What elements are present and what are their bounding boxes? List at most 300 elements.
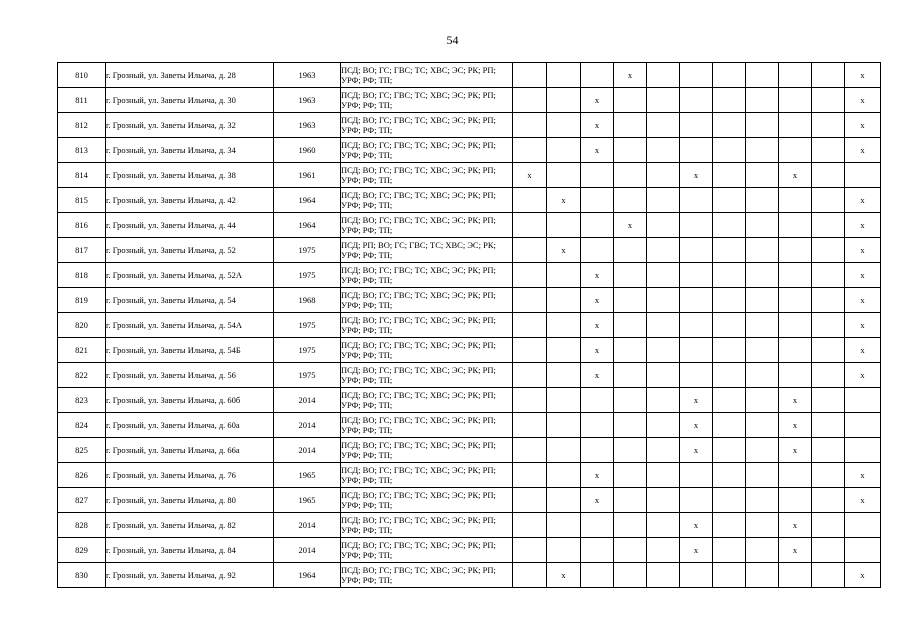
- work-mark-cell: [746, 338, 779, 363]
- work-mark-cell: x: [845, 188, 881, 213]
- address-cell: г. Грозный, ул. Заветы Ильича, д. 56: [106, 363, 274, 388]
- address-cell: г. Грозный, ул. Заветы Ильича, д. 60а: [106, 413, 274, 438]
- work-mark-cell: x: [845, 138, 881, 163]
- work-mark-cell: [680, 338, 713, 363]
- work-mark-cell: [746, 438, 779, 463]
- work-mark-cell: [812, 338, 845, 363]
- work-mark-cell: [614, 513, 647, 538]
- address-cell: г. Грозный, ул. Заветы Ильича, д. 60б: [106, 388, 274, 413]
- works-list-cell: ПСД; ВО; ГС; ГВС; ТС; ХВС; ЭС; РК; РП; УРФ; РФ; ТП;: [341, 138, 513, 163]
- work-mark-cell: [680, 463, 713, 488]
- year-cell: 1964: [274, 213, 341, 238]
- table-row: [58, 63, 881, 88]
- row-number-cell: 824: [58, 413, 106, 438]
- works-list-cell: ПСД; РП; ВО; ГС; ГВС; ТС; ХВС; ЭС; РК; УРФ; РФ; ТП;: [341, 238, 513, 263]
- work-mark-cell: [812, 563, 845, 588]
- work-mark-cell: [647, 388, 680, 413]
- address-cell: г. Грозный, ул. Заветы Ильича, д. 76: [106, 463, 274, 488]
- works-list-cell: ПСД; ВО; ГС; ГВС; ТС; ХВС; ЭС; РК; РП; УРФ; РФ; ТП;: [341, 363, 513, 388]
- work-mark-cell: [513, 313, 547, 338]
- work-mark-cell: [845, 538, 881, 563]
- work-mark-cell: [547, 363, 581, 388]
- works-list-cell: ПСД; ВО; ГС; ГВС; ТС; ХВС; ЭС; РК; РП; УРФ; РФ; ТП;: [341, 488, 513, 513]
- work-mark-cell: [779, 88, 812, 113]
- work-mark-cell: [779, 113, 812, 138]
- work-mark-cell: [779, 213, 812, 238]
- work-mark-cell: [614, 438, 647, 463]
- work-mark-cell: [713, 263, 746, 288]
- work-mark-cell: [779, 188, 812, 213]
- row-number-cell: 815: [58, 188, 106, 213]
- work-mark-cell: [614, 338, 647, 363]
- work-mark-cell: [513, 263, 547, 288]
- row-number-cell: 814: [58, 163, 106, 188]
- work-mark-cell: [513, 463, 547, 488]
- table-row: [58, 238, 881, 263]
- table-row: [58, 538, 881, 563]
- work-mark-cell: [713, 163, 746, 188]
- work-mark-cell: x: [581, 338, 614, 363]
- work-mark-cell: [581, 438, 614, 463]
- work-mark-cell: [779, 263, 812, 288]
- work-mark-cell: [513, 138, 547, 163]
- address-cell: г. Грозный, ул. Заветы Ильича, д. 82: [106, 513, 274, 538]
- table-row: [58, 88, 881, 113]
- work-mark-cell: x: [779, 413, 812, 438]
- work-mark-cell: [779, 463, 812, 488]
- work-mark-cell: [713, 313, 746, 338]
- work-mark-cell: [614, 88, 647, 113]
- work-mark-cell: [746, 138, 779, 163]
- work-mark-cell: [614, 488, 647, 513]
- works-list-cell: ПСД; ВО; ГС; ГВС; ТС; ХВС; ЭС; РК; РП; УРФ; РФ; ТП;: [341, 413, 513, 438]
- works-list-cell: ПСД; ВО; ГС; ГВС; ТС; ХВС; ЭС; РК; РП; УРФ; РФ; ТП;: [341, 513, 513, 538]
- table-row: [58, 188, 881, 213]
- work-mark-cell: [812, 488, 845, 513]
- work-mark-cell: [746, 113, 779, 138]
- work-mark-cell: [713, 63, 746, 88]
- work-mark-cell: x: [845, 63, 881, 88]
- row-number-cell: 817: [58, 238, 106, 263]
- row-number-cell: 820: [58, 313, 106, 338]
- work-mark-cell: [614, 263, 647, 288]
- table-row: [58, 463, 881, 488]
- work-mark-cell: x: [845, 313, 881, 338]
- row-number-cell: 812: [58, 113, 106, 138]
- table-row: [58, 213, 881, 238]
- work-mark-cell: [581, 413, 614, 438]
- work-mark-cell: [547, 263, 581, 288]
- work-mark-cell: [746, 188, 779, 213]
- work-mark-cell: [614, 288, 647, 313]
- work-mark-cell: [680, 113, 713, 138]
- work-mark-cell: [581, 513, 614, 538]
- works-list-cell: ПСД; ВО; ГС; ГВС; ТС; ХВС; ЭС; РК; РП; УРФ; РФ; ТП;: [341, 388, 513, 413]
- work-mark-cell: [614, 113, 647, 138]
- work-mark-cell: [779, 563, 812, 588]
- work-mark-cell: [614, 313, 647, 338]
- work-mark-cell: x: [845, 563, 881, 588]
- work-mark-cell: [513, 113, 547, 138]
- row-number-cell: 810: [58, 63, 106, 88]
- work-mark-cell: x: [614, 63, 647, 88]
- work-mark-cell: [547, 513, 581, 538]
- work-mark-cell: [647, 363, 680, 388]
- year-cell: 1960: [274, 138, 341, 163]
- table-row: [58, 313, 881, 338]
- work-mark-cell: x: [680, 438, 713, 463]
- work-mark-cell: x: [581, 138, 614, 163]
- table-row: [58, 138, 881, 163]
- address-cell: г. Грозный, ул. Заветы Ильича, д. 32: [106, 113, 274, 138]
- work-mark-cell: [680, 88, 713, 113]
- row-number-cell: 828: [58, 513, 106, 538]
- work-mark-cell: [647, 138, 680, 163]
- work-mark-cell: [779, 313, 812, 338]
- address-cell: г. Грозный, ул. Заветы Ильича, д. 54А: [106, 313, 274, 338]
- work-mark-cell: x: [845, 238, 881, 263]
- work-mark-cell: [812, 113, 845, 138]
- work-mark-cell: x: [680, 538, 713, 563]
- work-mark-cell: [680, 138, 713, 163]
- work-mark-cell: [647, 63, 680, 88]
- works-list-cell: ПСД; ВО; ГС; ГВС; ТС; ХВС; ЭС; РК; РП; УРФ; РФ; ТП;: [341, 88, 513, 113]
- work-mark-cell: x: [680, 388, 713, 413]
- work-mark-cell: [812, 363, 845, 388]
- work-mark-cell: [746, 163, 779, 188]
- table-row: [58, 388, 881, 413]
- work-mark-cell: x: [845, 113, 881, 138]
- work-mark-cell: [746, 263, 779, 288]
- table-row: [58, 563, 881, 588]
- work-mark-cell: [647, 213, 680, 238]
- work-mark-cell: x: [845, 288, 881, 313]
- work-mark-cell: [547, 63, 581, 88]
- work-mark-cell: [513, 538, 547, 563]
- year-cell: 1975: [274, 263, 341, 288]
- work-mark-cell: [547, 213, 581, 238]
- work-mark-cell: [647, 563, 680, 588]
- address-cell: г. Грозный, ул. Заветы Ильича, д. 54Б: [106, 338, 274, 363]
- work-mark-cell: [812, 263, 845, 288]
- row-number-cell: 818: [58, 263, 106, 288]
- row-number-cell: 826: [58, 463, 106, 488]
- work-mark-cell: [547, 88, 581, 113]
- work-mark-cell: [547, 538, 581, 563]
- work-mark-cell: x: [581, 113, 614, 138]
- work-mark-cell: x: [779, 163, 812, 188]
- work-mark-cell: [513, 513, 547, 538]
- work-mark-cell: [779, 238, 812, 263]
- work-mark-cell: [746, 388, 779, 413]
- work-mark-cell: [614, 538, 647, 563]
- work-mark-cell: [812, 313, 845, 338]
- work-mark-cell: [713, 488, 746, 513]
- work-mark-cell: [746, 463, 779, 488]
- work-mark-cell: x: [547, 563, 581, 588]
- work-mark-cell: [581, 538, 614, 563]
- work-mark-cell: [614, 188, 647, 213]
- work-mark-cell: [746, 288, 779, 313]
- work-mark-cell: [779, 138, 812, 163]
- table-body: [58, 63, 881, 588]
- work-mark-cell: [713, 338, 746, 363]
- work-mark-cell: [513, 288, 547, 313]
- works-list-cell: ПСД; ВО; ГС; ГВС; ТС; ХВС; ЭС; РК; РП; УРФ; РФ; ТП;: [341, 213, 513, 238]
- work-mark-cell: [680, 488, 713, 513]
- works-list-cell: ПСД; ВО; ГС; ГВС; ТС; ХВС; ЭС; РК; РП; УРФ; РФ; ТП;: [341, 263, 513, 288]
- year-cell: 1968: [274, 288, 341, 313]
- work-mark-cell: [547, 313, 581, 338]
- year-cell: 1965: [274, 488, 341, 513]
- year-cell: 2014: [274, 513, 341, 538]
- work-mark-cell: [680, 238, 713, 263]
- work-mark-cell: [746, 538, 779, 563]
- work-mark-cell: x: [779, 538, 812, 563]
- work-mark-cell: [547, 138, 581, 163]
- work-mark-cell: [713, 363, 746, 388]
- work-mark-cell: [581, 213, 614, 238]
- address-cell: г. Грозный, ул. Заветы Ильича, д. 28: [106, 63, 274, 88]
- works-list-cell: ПСД; ВО; ГС; ГВС; ТС; ХВС; ЭС; РК; РП; УРФ; РФ; ТП;: [341, 63, 513, 88]
- year-cell: 1975: [274, 313, 341, 338]
- work-mark-cell: [647, 538, 680, 563]
- work-mark-cell: [746, 88, 779, 113]
- work-mark-cell: [812, 63, 845, 88]
- work-mark-cell: [647, 463, 680, 488]
- work-mark-cell: [547, 113, 581, 138]
- table-row: [58, 338, 881, 363]
- address-cell: г. Грозный, ул. Заветы Ильича, д. 38: [106, 163, 274, 188]
- work-mark-cell: [513, 238, 547, 263]
- work-mark-cell: [614, 413, 647, 438]
- works-list-cell: ПСД; ВО; ГС; ГВС; ТС; ХВС; ЭС; РК; РП; УРФ; РФ; ТП;: [341, 338, 513, 363]
- work-mark-cell: [812, 438, 845, 463]
- work-mark-cell: [812, 163, 845, 188]
- work-mark-cell: [581, 188, 614, 213]
- address-cell: г. Грозный, ул. Заветы Ильича, д. 52А: [106, 263, 274, 288]
- year-cell: 2014: [274, 388, 341, 413]
- work-mark-cell: [647, 338, 680, 363]
- address-cell: г. Грозный, ул. Заветы Ильича, д. 54: [106, 288, 274, 313]
- work-mark-cell: x: [581, 313, 614, 338]
- row-number-cell: 813: [58, 138, 106, 163]
- work-mark-cell: [779, 63, 812, 88]
- work-mark-cell: [713, 213, 746, 238]
- work-mark-cell: [779, 288, 812, 313]
- address-cell: г. Грозный, ул. Заветы Ильича, д. 80: [106, 488, 274, 513]
- work-mark-cell: [746, 363, 779, 388]
- work-mark-cell: [647, 163, 680, 188]
- work-mark-cell: [713, 413, 746, 438]
- work-mark-cell: [647, 488, 680, 513]
- work-mark-cell: x: [614, 213, 647, 238]
- address-cell: г. Грозный, ул. Заветы Ильича, д. 44: [106, 213, 274, 238]
- work-mark-cell: [614, 388, 647, 413]
- address-cell: г. Грозный, ул. Заветы Ильича, д. 66а: [106, 438, 274, 463]
- work-mark-cell: [547, 438, 581, 463]
- table-row: [58, 113, 881, 138]
- work-mark-cell: [812, 188, 845, 213]
- work-mark-cell: [812, 138, 845, 163]
- work-mark-cell: [647, 263, 680, 288]
- work-mark-cell: x: [581, 463, 614, 488]
- work-mark-cell: [779, 488, 812, 513]
- work-mark-cell: [746, 313, 779, 338]
- work-mark-cell: [779, 363, 812, 388]
- table-row: [58, 163, 881, 188]
- work-mark-cell: [713, 563, 746, 588]
- row-number-cell: 822: [58, 363, 106, 388]
- work-mark-cell: x: [845, 463, 881, 488]
- year-cell: 1963: [274, 113, 341, 138]
- work-mark-cell: [614, 563, 647, 588]
- work-mark-cell: [812, 388, 845, 413]
- work-mark-cell: [812, 88, 845, 113]
- work-mark-cell: [647, 188, 680, 213]
- work-mark-cell: [513, 563, 547, 588]
- works-list-cell: ПСД; ВО; ГС; ГВС; ТС; ХВС; ЭС; РК; РП; УРФ; РФ; ТП;: [341, 113, 513, 138]
- works-list-cell: ПСД; ВО; ГС; ГВС; ТС; ХВС; ЭС; РК; РП; УРФ; РФ; ТП;: [341, 563, 513, 588]
- year-cell: 1975: [274, 238, 341, 263]
- year-cell: 1963: [274, 63, 341, 88]
- work-mark-cell: [845, 413, 881, 438]
- work-mark-cell: [680, 288, 713, 313]
- work-mark-cell: x: [779, 388, 812, 413]
- work-mark-cell: [680, 263, 713, 288]
- work-mark-cell: [547, 388, 581, 413]
- table-row: [58, 263, 881, 288]
- work-mark-cell: [746, 63, 779, 88]
- work-mark-cell: [812, 213, 845, 238]
- work-mark-cell: [845, 163, 881, 188]
- table-row: [58, 288, 881, 313]
- work-mark-cell: [680, 313, 713, 338]
- year-cell: 1961: [274, 163, 341, 188]
- work-mark-cell: [513, 438, 547, 463]
- work-mark-cell: [812, 413, 845, 438]
- work-mark-cell: [581, 388, 614, 413]
- work-mark-cell: x: [779, 513, 812, 538]
- work-mark-cell: [713, 113, 746, 138]
- work-mark-cell: [647, 88, 680, 113]
- work-mark-cell: [713, 513, 746, 538]
- work-mark-cell: [779, 338, 812, 363]
- work-mark-cell: [614, 163, 647, 188]
- works-list-cell: ПСД; ВО; ГС; ГВС; ТС; ХВС; ЭС; РК; РП; УРФ; РФ; ТП;: [341, 438, 513, 463]
- work-mark-cell: [581, 238, 614, 263]
- work-mark-cell: [680, 188, 713, 213]
- work-mark-cell: [614, 363, 647, 388]
- work-mark-cell: [680, 63, 713, 88]
- works-list-cell: ПСД; ВО; ГС; ГВС; ТС; ХВС; ЭС; РК; РП; УРФ; РФ; ТП;: [341, 188, 513, 213]
- work-mark-cell: x: [680, 163, 713, 188]
- work-mark-cell: [581, 563, 614, 588]
- row-number-cell: 829: [58, 538, 106, 563]
- work-mark-cell: [746, 488, 779, 513]
- address-cell: г. Грозный, ул. Заветы Ильича, д. 92: [106, 563, 274, 588]
- work-mark-cell: [812, 538, 845, 563]
- row-number-cell: 816: [58, 213, 106, 238]
- work-mark-cell: [581, 163, 614, 188]
- work-mark-cell: [513, 338, 547, 363]
- work-mark-cell: [581, 63, 614, 88]
- address-cell: г. Грозный, ул. Заветы Ильича, д. 52: [106, 238, 274, 263]
- work-mark-cell: [713, 538, 746, 563]
- work-mark-cell: x: [547, 238, 581, 263]
- year-cell: 1964: [274, 188, 341, 213]
- work-mark-cell: [547, 163, 581, 188]
- work-mark-cell: [547, 463, 581, 488]
- works-list-cell: ПСД; ВО; ГС; ГВС; ТС; ХВС; ЭС; РК; РП; УРФ; РФ; ТП;: [341, 463, 513, 488]
- work-mark-cell: [746, 513, 779, 538]
- year-cell: 1965: [274, 463, 341, 488]
- row-number-cell: 819: [58, 288, 106, 313]
- work-mark-cell: x: [513, 163, 547, 188]
- work-mark-cell: [746, 238, 779, 263]
- work-mark-cell: [812, 513, 845, 538]
- work-mark-cell: [713, 388, 746, 413]
- work-mark-cell: x: [680, 513, 713, 538]
- work-mark-cell: [713, 188, 746, 213]
- work-mark-cell: [713, 138, 746, 163]
- year-cell: 2014: [274, 438, 341, 463]
- work-mark-cell: [647, 438, 680, 463]
- table-row: [58, 413, 881, 438]
- work-mark-cell: [614, 238, 647, 263]
- year-cell: 1975: [274, 363, 341, 388]
- work-mark-cell: [845, 388, 881, 413]
- work-mark-cell: [746, 413, 779, 438]
- work-mark-cell: [647, 288, 680, 313]
- table-row: [58, 438, 881, 463]
- table-row: [58, 488, 881, 513]
- work-mark-cell: x: [845, 263, 881, 288]
- address-cell: г. Грозный, ул. Заветы Ильича, д. 42: [106, 188, 274, 213]
- row-number-cell: 830: [58, 563, 106, 588]
- work-mark-cell: x: [581, 363, 614, 388]
- work-mark-cell: [845, 438, 881, 463]
- work-mark-cell: [647, 513, 680, 538]
- year-cell: 2014: [274, 413, 341, 438]
- work-mark-cell: x: [845, 338, 881, 363]
- work-mark-cell: x: [581, 263, 614, 288]
- work-mark-cell: x: [581, 288, 614, 313]
- work-mark-cell: [513, 63, 547, 88]
- works-list-cell: ПСД; ВО; ГС; ГВС; ТС; ХВС; ЭС; РК; РП; УРФ; РФ; ТП;: [341, 313, 513, 338]
- work-mark-cell: [647, 313, 680, 338]
- address-cell: г. Грозный, ул. Заветы Ильича, д. 84: [106, 538, 274, 563]
- work-mark-cell: [647, 238, 680, 263]
- address-cell: г. Грозный, ул. Заветы Ильича, д. 30: [106, 88, 274, 113]
- works-list-cell: ПСД; ВО; ГС; ГВС; ТС; ХВС; ЭС; РК; РП; УРФ; РФ; ТП;: [341, 163, 513, 188]
- work-mark-cell: x: [845, 488, 881, 513]
- year-cell: 2014: [274, 538, 341, 563]
- works-list-cell: ПСД; ВО; ГС; ГВС; ТС; ХВС; ЭС; РК; РП; УРФ; РФ; ТП;: [341, 288, 513, 313]
- work-mark-cell: x: [779, 438, 812, 463]
- page-number: 54: [446, 33, 459, 47]
- row-number-cell: 821: [58, 338, 106, 363]
- work-mark-cell: [513, 388, 547, 413]
- work-mark-cell: [513, 488, 547, 513]
- work-mark-cell: x: [581, 88, 614, 113]
- work-mark-cell: [845, 513, 881, 538]
- work-mark-cell: [680, 563, 713, 588]
- work-mark-cell: [614, 463, 647, 488]
- work-mark-cell: [713, 463, 746, 488]
- work-mark-cell: [547, 288, 581, 313]
- work-mark-cell: [547, 413, 581, 438]
